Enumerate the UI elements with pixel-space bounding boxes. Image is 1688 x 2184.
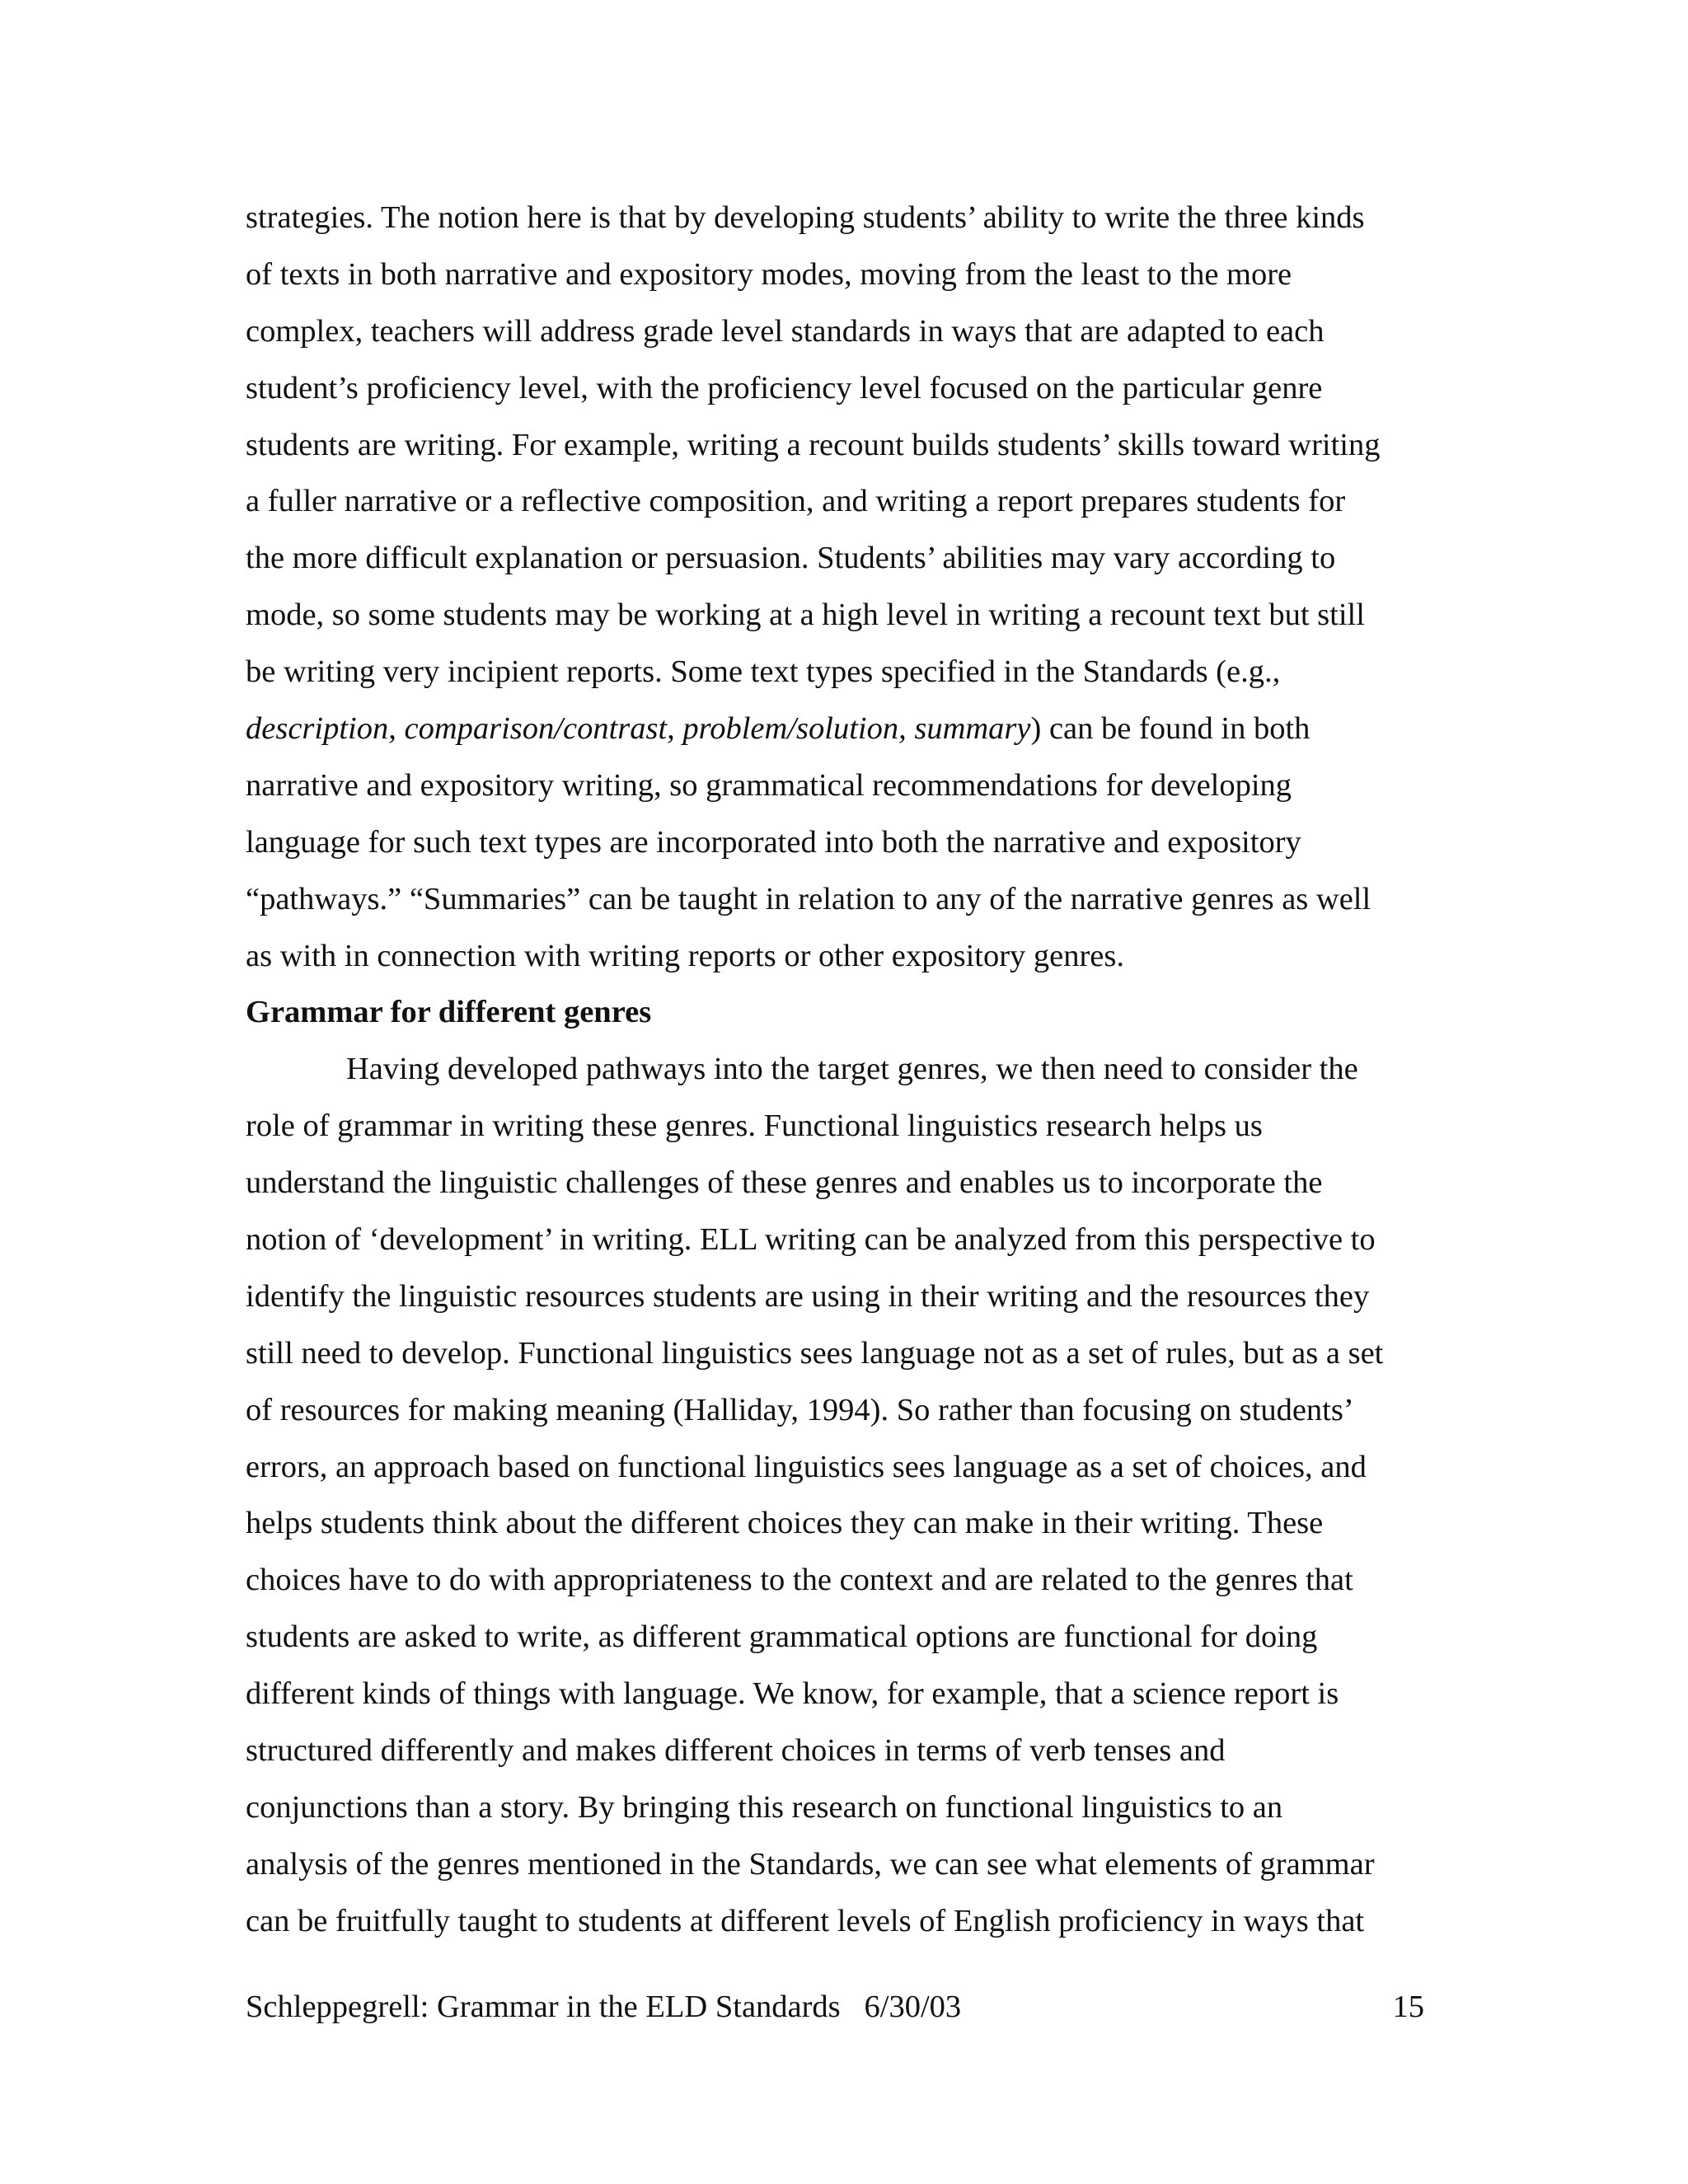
paragraph-1-line-12: language for such text types are incorporated into both the narrative and expository: [246, 824, 1301, 860]
paragraph-1-line-10: [246, 701, 1465, 757]
paragraph-2-line-3: understand the linguistic challenges of these genres and enables us to incorporate the: [246, 1165, 1323, 1201]
paragraph-1-line-13: “pathways.” “Summaries” can be taught in relation to any of the narrative genres as well: [246, 881, 1372, 916]
paragraph-1-line-5: students are writing. For example, writing a recount builds students’ skills toward writing: [246, 427, 1381, 462]
paragraph-2-line-14: conjunctions than a story. By bringing this research on functional linguistics to an: [246, 1789, 1283, 1825]
paragraph-1-line-14: as with in connection with writing reports or other expository genres.: [246, 938, 1125, 973]
paragraph-2-line-16: can be fruitfully taught to students at different levels of English proficiency in ways that: [246, 1903, 1365, 1938]
paragraph-2-line-7: of resources for making meaning (Halliday, 1994). So rather than focusing on students’: [246, 1392, 1354, 1427]
text-types-italic: description, comparison/contrast, problem/solution, summary: [246, 711, 1031, 747]
paragraph-2-line-15: analysis of the genres mentioned in the Standards, we can see what elements of grammar: [246, 1846, 1375, 1882]
paragraph-2-line-8: errors, an approach based on functional linguistics sees language as a set of choices, and: [246, 1449, 1367, 1484]
paragraph-2-line-12: different kinds of things with language. We know, for example, that a science report is: [246, 1676, 1339, 1712]
paragraph-1-line-7: the more difficult explanation or persuasion. Students’ abilities may vary according to: [246, 541, 1336, 576]
paragraph-1-line-2: of texts in both narrative and expository modes, moving from the least to the more: [246, 256, 1292, 292]
page-number: 15: [1392, 1990, 1424, 2024]
paragraph-1-line-4: student’s proficiency level, with the proficiency level focused on the particular genre: [246, 370, 1323, 405]
paragraph-1-line-3: complex, teachers will address grade level standards in ways that are adapted to each: [246, 313, 1325, 349]
paragraph-2-line-5: identify the linguistic resources students are using in their writing and the resources they: [246, 1278, 1370, 1314]
paragraph-1-line-1: strategies. The notion here is that by developing students’ ability to write the three kinds: [246, 200, 1365, 235]
paragraph-1-line-6: a fuller narrative or a reflective composition, and writing a report prepares students for: [246, 484, 1346, 519]
paragraph-1-line-11: narrative and expository writing, so grammatical recommendations for developing: [246, 767, 1292, 803]
running-title: Schleppegrell: Grammar in the ELD Standards 6/30/03: [246, 1990, 962, 2024]
paragraph-2-line-13: structured differently and makes different choices in terms of verb tenses and: [246, 1733, 1226, 1769]
paragraph-2-line-2: role of grammar in writing these genres. Functional linguistics research helps us: [246, 1108, 1263, 1144]
paragraph-2-line-11: students are asked to write, as different grammatical options are functional for doing: [246, 1619, 1318, 1655]
paragraph-2-line-9: helps students think about the different choices they can make in their writing. These: [246, 1506, 1324, 1541]
paragraph-1-line-9: be writing very incipient reports. Some text types specified in the Standards (e.g.,: [246, 654, 1281, 690]
section-heading: Grammar for different genres: [246, 995, 652, 1030]
paragraph-2-line-1: Having developed pathways into the target genres, we then need to consider the: [346, 1052, 1358, 1087]
text-types-rest: ) can be found in both: [1030, 711, 1311, 747]
paragraph-1-line-8: mode, so some students may be working at a high level in writing a recount text but still: [246, 598, 1365, 633]
paragraph-2-line-10: choices have to do with appropriateness to the context and are related to the genres that: [246, 1563, 1353, 1598]
paragraph-2-line-4: notion of ‘development’ in writing. ELL writing can be analyzed from this perspective to: [246, 1222, 1376, 1258]
body-text: [246, 190, 1465, 1950]
paragraph-2-line-6: still need to develop. Functional linguistics sees language not as a set of rules, but as a set: [246, 1335, 1384, 1371]
